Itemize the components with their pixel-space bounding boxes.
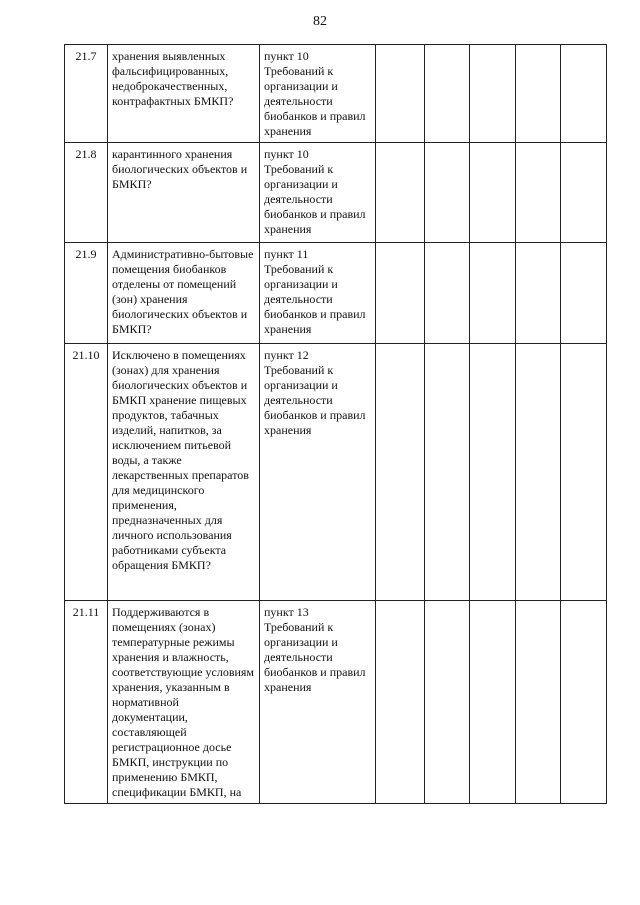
notes-cell bbox=[561, 601, 607, 804]
table-row bbox=[65, 143, 607, 243]
row-reference: пункт 11 Требований к организации и деятельности биобанков и правил хранения bbox=[260, 243, 376, 344]
row-question: карантинного хранения биологических объектов и БМКП? bbox=[108, 143, 260, 243]
row-number: 21.7 bbox=[65, 45, 108, 143]
answer-cell-no bbox=[425, 344, 470, 601]
answer-cell-extra bbox=[516, 601, 561, 804]
table-row bbox=[65, 344, 607, 601]
answer-cell-na bbox=[470, 344, 516, 601]
notes-cell bbox=[561, 45, 607, 143]
answer-cell-extra bbox=[516, 344, 561, 601]
table-row bbox=[65, 601, 607, 804]
row-question: Поддерживаются в помещениях (зонах) температурные режимы хранения и влажность, соответствующие условиям хранения, указанным в нормативной документации, составляющей регистрационное досье БМКП, инструкции по применению БМКП, спецификации БМКП, на bbox=[108, 601, 260, 804]
answer-cell-no bbox=[425, 45, 470, 143]
notes-cell bbox=[561, 344, 607, 601]
answer-cell-extra bbox=[516, 243, 561, 344]
answer-cell-no bbox=[425, 601, 470, 804]
answer-cell-na bbox=[470, 143, 516, 243]
answer-cell-extra bbox=[516, 45, 561, 143]
row-reference: пункт 10 Требований к организации и деятельности биобанков и правил хранения bbox=[260, 45, 376, 143]
checklist-table bbox=[64, 44, 607, 804]
row-question: Исключено в помещениях (зонах) для хранения биологических объектов и БМКП хранение пищевых продуктов, табачных изделий, напитков, за исключением питьевой воды, а также лекарственных препаратов для медицинского применения, предназначенных для личного использования работниками субъекта обращения БМКП? bbox=[108, 344, 260, 601]
row-question: Административно-бытовые помещения биобанков отделены от помещений (зон) хранения биологических объектов и БМКП? bbox=[108, 243, 260, 344]
table-row bbox=[65, 45, 607, 143]
answer-cell-yes bbox=[376, 243, 425, 344]
notes-cell bbox=[561, 243, 607, 344]
row-number: 21.11 bbox=[65, 601, 108, 804]
notes-cell bbox=[561, 143, 607, 243]
answer-cell-yes bbox=[376, 601, 425, 804]
row-reference: пункт 10 Требований к организации и деятельности биобанков и правил хранения bbox=[260, 143, 376, 243]
answer-cell-na bbox=[470, 601, 516, 804]
answer-cell-yes bbox=[376, 344, 425, 601]
row-question: хранения выявленных фальсифицированных, недоброкачественных, контрафактных БМКП? bbox=[108, 45, 260, 143]
row-reference: пункт 13 Требований к организации и деятельности биобанков и правил хранения bbox=[260, 601, 376, 804]
answer-cell-yes bbox=[376, 143, 425, 243]
row-number: 21.9 bbox=[65, 243, 108, 344]
answer-cell-extra bbox=[516, 143, 561, 243]
answer-cell-no bbox=[425, 243, 470, 344]
answer-cell-na bbox=[470, 243, 516, 344]
row-number: 21.10 bbox=[65, 344, 108, 601]
row-reference: пункт 12 Требований к организации и деятельности биобанков и правил хранения bbox=[260, 344, 376, 601]
answer-cell-yes bbox=[376, 45, 425, 143]
answer-cell-no bbox=[425, 143, 470, 243]
answer-cell-na bbox=[470, 45, 516, 143]
table-row bbox=[65, 243, 607, 344]
page-number: 82 bbox=[313, 14, 327, 29]
row-number: 21.8 bbox=[65, 143, 108, 243]
